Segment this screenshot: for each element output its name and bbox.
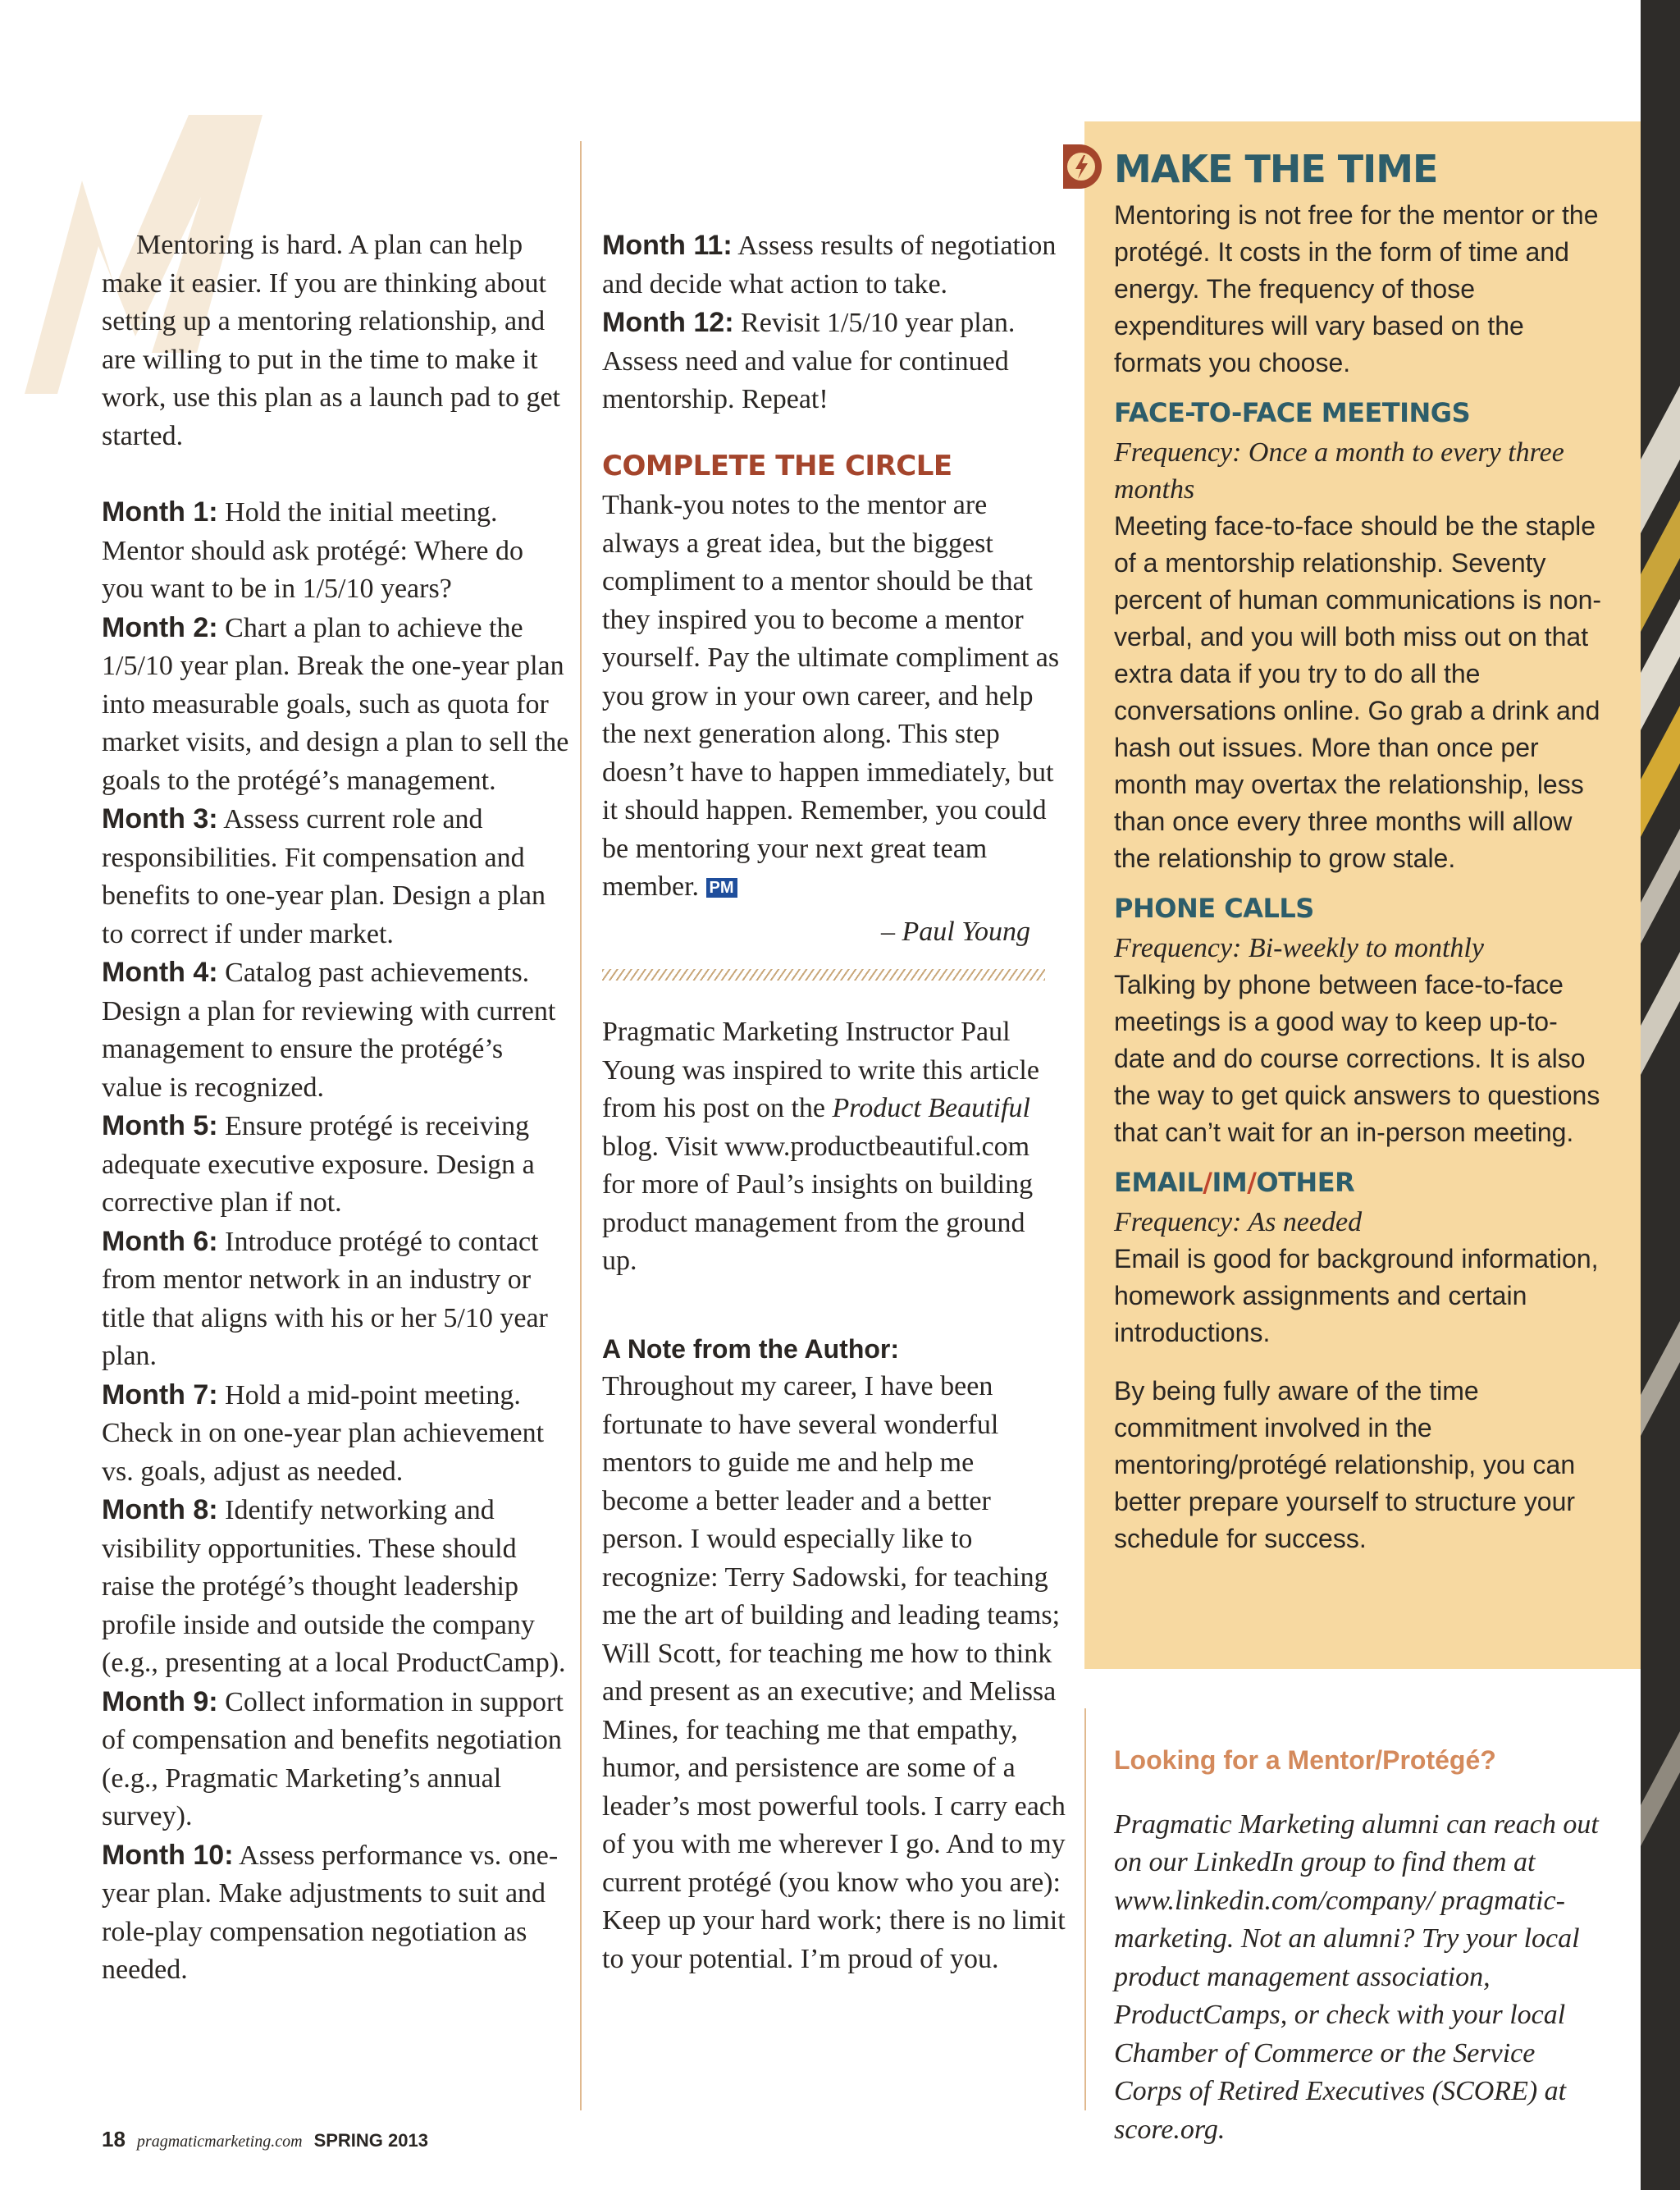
month-8-label: Month 8: — [102, 1494, 218, 1525]
email-text: Email is good for background information, homework assignments and certain introductions. — [1114, 1244, 1599, 1347]
looking-text: Pragmatic Marketing alumni can reach out on our LinkedIn group to find them at www.linkedin.com/company/ pragmatic-marketing. Not an alumni? Try your local product management association, ProductCamps, or check with your local Chamber of Commerce or the Service Corps of Retired Executives (SCORE) at score.org. — [1114, 1808, 1599, 2145]
face-to-face-heading: FACE-TO-FACE MEETINGS — [1114, 397, 1471, 428]
intro-paragraph: Mentoring is hard. A plan can help make it easier. If you are thinking about setting up a mentoring relationship, and are willing to put in the time to make it work, use this plan as a launch pad to get started. — [102, 230, 560, 451]
month-3-label: Month 3: — [102, 803, 218, 834]
looking-heading: Looking for a Mentor/Protégé? — [1114, 1745, 1496, 1775]
complete-circle-paragraph — [602, 487, 1066, 907]
month-1-text: Hold the initial meeting. Mentor should ask protégé: Where do you want to be in 1/5/10 years? — [102, 497, 523, 604]
pm-end-mark-icon: PM — [706, 878, 737, 898]
month-7-text: Hold a mid-point meeting. Check in on one-year plan achievement vs. goals, adjust as needed. — [102, 1379, 545, 1487]
column-1 — [102, 226, 569, 1990]
month-11-item — [602, 226, 1066, 304]
phone-calls-frequency: Frequency: Bi-weekly to monthly — [1114, 933, 1484, 963]
month-2-text: Chart a plan to achieve the 1/5/10 year plan. Break the one-year plan into measurable goals, such as quota for market visits, and design a plan to sell the goals to the protégé’s management. — [102, 612, 569, 796]
sidebar-closing: By being fully aware of the time commitment involved in the mentoring/protégé relationship, you can better prepare yourself to structure your schedule for success. — [1114, 1376, 1576, 1553]
month-12-text: Revisit 1/5/10 year plan. Assess need and value for continued mentorship. Repeat! — [602, 308, 1016, 414]
month-9-text: Collect information in support of compensation and benefits negotiation (e.g., Pragmatic Marketing’s annual survey). — [102, 1686, 564, 1831]
column-2 — [602, 226, 1066, 1978]
month-10-label: Month 10: — [102, 1839, 234, 1871]
sidebar-intro: Mentoring is not free for the mentor or the protégé. It costs in the form of time and energy. The frequency of those expenditures will vary based on the formats you choose. — [1114, 200, 1599, 377]
page-number: 18 — [102, 2127, 126, 2151]
month-5-item — [102, 1107, 569, 1223]
looking-for-mentor-box — [1114, 1715, 1606, 2177]
month-8-item — [102, 1491, 569, 1683]
phone-calls-text: Talking by phone between face-to-face meetings is a good way to keep up-to-date and do course corrections. It is also the way to get quick answers to questions that can’t wait for an in-person meeting. — [1114, 970, 1600, 1147]
email-label: EMAIL — [1114, 1167, 1203, 1198]
month-4-item — [102, 953, 569, 1107]
month-9-label: Month 9: — [102, 1685, 218, 1717]
month-6-label: Month 6: — [102, 1225, 218, 1257]
complete-circle-heading: COMPLETE THE CIRCLE — [602, 449, 952, 482]
month-plan-list — [102, 493, 569, 1990]
face-to-face-text: Meeting face-to-face should be the staple of a mentorship relationship. Seventy percent of human communications is non-verbal, and you will both miss out on that extra data if you try to do all the conversations online. Go grab a drink and hash out issues. More than once per month may overtax the relationship, less than once every three months will allow the relationship to grow stale. — [1114, 511, 1602, 873]
heading-slash: / — [1203, 1167, 1212, 1198]
author-note-text: Throughout my career, I have been fortunate to have several wonderful mentors to guide me and help me become a better leader and a better person. I would especially like to recognize: Terry Sadowski, for teaching me the art of building and leading teams; Will Scott, for teaching me how to think and present as an executive; and Melissa Mines, for teaching me that empathy, humor, and persistence are some of a leader’s most powerful tools. I carry each of you with me wherever I go. And to my current protégé (you know who you are): Keep up your hard work; there is no limit to your potential. I’m proud of you. — [602, 1371, 1066, 1974]
bio-text-b: blog. Visit www.productbeautiful.com for more of Paul’s insights on building product management from the ground up. — [602, 1131, 1034, 1276]
phone-calls-heading: PHONE CALLS — [1114, 893, 1314, 924]
month-2-label: Month 2: — [102, 611, 218, 643]
footer-issue: SPRING 2013 — [313, 2130, 428, 2151]
lightning-bolt-icon — [1063, 144, 1102, 189]
month-12-label: Month 12: — [602, 307, 734, 338]
email-im-other-heading — [1114, 1164, 1606, 1200]
month-3-item — [102, 800, 569, 953]
column-divider-1 — [580, 141, 582, 2110]
blog-name: Product Beautiful — [832, 1093, 1030, 1123]
month-1-label: Month 1: — [102, 496, 218, 528]
bio-text-a: Pragmatic Marketing Instructor Paul Young was inspired to write this article from his post on the — [602, 1017, 1039, 1123]
im-label: IM — [1212, 1167, 1248, 1198]
bio-paragraph — [602, 1013, 1066, 1281]
decorative-photo-strip — [1641, 0, 1680, 2190]
complete-circle-text: Thank-you notes to the mentor are always a great idea, but the biggest compliment to a mentor should be that they inspired you to become a mentor yourself. Pay the ultimate compliment as you grow in your own career, and help the next generation along. This step doesn’t have to happen immediately, but it should happen. Remember, you could be mentoring your next great team member. — [602, 490, 1060, 902]
month-5-text: Ensure protégé is receiving adequate executive exposure. Design a corrective plan if not. — [102, 1111, 535, 1218]
column-divider-2 — [1084, 1708, 1086, 2110]
page-footer — [102, 2127, 428, 2152]
sidebar-content — [1114, 146, 1606, 1557]
month-6-text: Introduce protégé to contact from mentor network in an industry or title that aligns with his or her 5/10 year plan. — [102, 1226, 548, 1371]
month-9-item — [102, 1683, 569, 1836]
month-11-text: Assess results of negotiation and decide what action to take. — [602, 231, 1057, 299]
footer-site: pragmaticmarketing.com — [136, 2133, 303, 2151]
email-frequency: Frequency: As needed — [1114, 1207, 1363, 1237]
month-10-item — [102, 1836, 569, 1990]
heading-slash: / — [1247, 1167, 1257, 1198]
month-7-label: Month 7: — [102, 1378, 218, 1410]
month-3-text: Assess current role and responsibilities. Fit compensation and benefits to one-year plan. Design a plan to correct if under market. — [102, 804, 546, 949]
month-4-label: Month 4: — [102, 957, 218, 988]
face-to-face-frequency: Frequency: Once a month to every three months — [1114, 437, 1564, 505]
month-12-item — [602, 304, 1066, 419]
author-signature: – Paul Young — [880, 916, 1030, 947]
month-1-item — [102, 493, 569, 609]
month-6-item — [102, 1223, 569, 1376]
month-5-label: Month 5: — [102, 1110, 218, 1141]
sidebar-title: MAKE THE TIME — [1114, 147, 1438, 191]
make-the-time-sidebar — [1084, 121, 1641, 1669]
month-10-text: Assess performance vs. one-year plan. Make adjustments to suit and role-play compensation negotiation as needed. — [102, 1840, 559, 1985]
month-4-text: Catalog past achievements. Design a plan for reviewing with current management to ensure the protégé’s value is recognized. — [102, 958, 556, 1103]
month-8-text: Identify networking and visibility opportunities. These should raise the protégé’s thought leadership profile inside and outside the company (e.g., presenting at a local ProductCamp). — [102, 1495, 566, 1678]
other-label: OTHER — [1256, 1167, 1355, 1198]
month-11-label: Month 11: — [602, 230, 733, 261]
hatched-divider — [602, 969, 1045, 981]
month-2-item — [102, 609, 569, 801]
author-note-heading: A Note from the Author: — [602, 1333, 900, 1364]
month-7-item — [102, 1376, 569, 1492]
